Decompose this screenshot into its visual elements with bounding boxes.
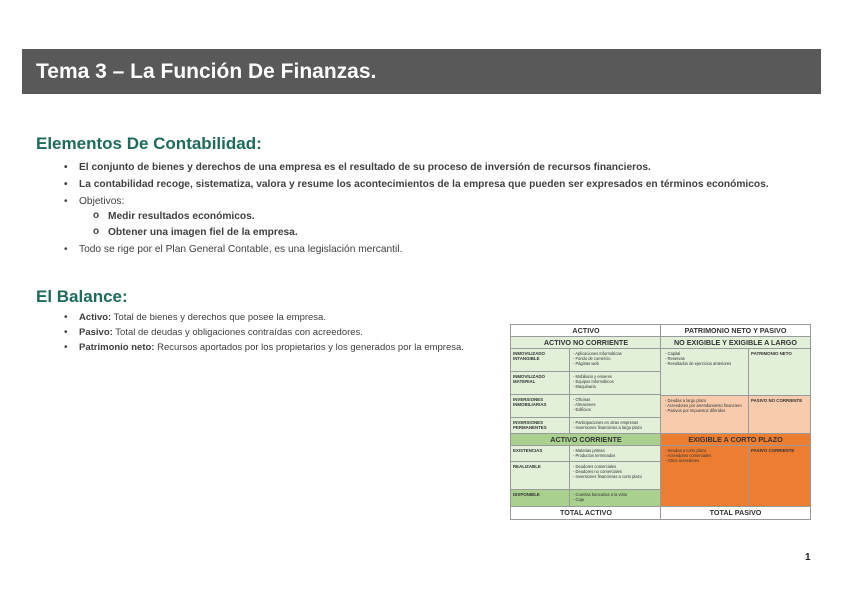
table-row — [511, 395, 661, 418]
row-divider — [511, 461, 661, 462]
row-divider — [511, 394, 661, 395]
row-items: - Deudores comerciales - Deudores no comerciales - Inversiones financieras a corto plazo — [573, 464, 642, 479]
bullet-dot-icon: • — [64, 244, 68, 255]
term: Patrimonio neto: — [79, 342, 155, 353]
bullet-item — [64, 196, 125, 207]
total-pasivo: TOTAL PASIVO — [709, 508, 762, 517]
pnc-items: - Deudas a largo plazo - Acreedores por arrendamiento financiero - Pasivos por impuestos diferidos — [665, 398, 742, 413]
patrimonio-neto-block — [661, 349, 810, 396]
bullet-item — [64, 312, 326, 323]
definition: Total de bienes y derechos que posee la empresa. — [111, 312, 326, 323]
definition: Total de deudas y obligaciones contraídas con acreedores. — [112, 327, 363, 338]
pn-label: PATRIMONIO NETO — [751, 351, 792, 356]
sub-bullet-item — [93, 210, 255, 222]
bullet-dot-icon: • — [64, 327, 68, 338]
sub-bullet-item — [93, 226, 298, 238]
bullet-dot-icon: • — [64, 342, 68, 353]
row-divider — [511, 489, 661, 490]
header-activo-corriente: ACTIVO CORRIENTE — [511, 434, 661, 446]
row-divider — [511, 348, 810, 349]
bullet-item — [64, 179, 769, 190]
pasivo-corriente-block — [661, 446, 810, 507]
row-label: INMOVILIZADO MATERIAL — [513, 374, 545, 384]
bullet-dot-icon: • — [64, 179, 68, 190]
row-divider — [511, 445, 810, 446]
column-divider — [748, 446, 749, 507]
header-activo-no-corriente: ACTIVO NO CORRIENTE — [511, 337, 661, 349]
pasivo-no-corriente-block — [661, 396, 810, 434]
bullet-text: Objetivos: — [79, 196, 125, 207]
column-divider — [569, 349, 570, 434]
section-heading-contabilidad: Elementos De Contabilidad: — [36, 134, 262, 153]
row-divider — [511, 417, 661, 418]
term: Activo: — [79, 312, 112, 323]
row-label: INVERSIONES PERMANENTES — [513, 420, 547, 430]
pc-items: - Deudas a corto plazo - Acreedores comerciales - Otros acreedores — [665, 448, 712, 463]
row-divider — [511, 336, 810, 337]
row-divider — [511, 371, 661, 372]
row-label: DISPONIBLE — [513, 492, 540, 497]
term: Pasivo: — [79, 327, 113, 338]
row-items: - Cuentas bancarias a la vista - Caja — [573, 492, 627, 502]
definition: Recursos aportados por los propietarios y los generados por la empresa. — [154, 342, 464, 353]
row-divider — [511, 433, 810, 434]
bullet-text: La contabilidad recoge, sistematiza, valora y resume los acontecimientos de la empresa que pueden ser expresados en términos económicos. — [79, 179, 769, 190]
row-label: INMOVILIZADO INTANGIBLE — [513, 351, 545, 361]
section-heading-balance: El Balance: — [36, 287, 128, 306]
circle-bullet-icon: o — [93, 226, 100, 237]
header-exigible-corto: EXIGIBLE A CORTO PLAZO — [661, 434, 810, 446]
row-items: - Participaciones en otras empresas - Inversiones financieras a largo plazo — [573, 420, 642, 430]
bullet-item — [64, 342, 464, 353]
circle-bullet-icon: o — [93, 210, 100, 221]
table-row — [511, 372, 661, 395]
bullet-dot-icon: • — [64, 162, 68, 173]
table-row — [511, 446, 661, 462]
sub-bullet-text: Obtener una imagen fiel de la empresa. — [108, 227, 298, 238]
row-divider — [511, 506, 810, 507]
row-label: REALIZABLE — [513, 464, 541, 469]
balance-sheet-table — [510, 324, 811, 520]
row-items: - Materias primas - Productos terminados — [573, 448, 616, 458]
column-divider — [569, 446, 570, 507]
header-activo: ACTIVO — [572, 326, 600, 335]
page-number: 1 — [805, 552, 811, 563]
column-divider — [748, 349, 749, 434]
total-activo: TOTAL ACTIVO — [559, 508, 613, 517]
row-items: - Aplicaciones Informáticas - Fondo de comercio - Páginas web — [573, 351, 622, 366]
row-divider — [661, 395, 810, 396]
title-bar — [22, 49, 821, 94]
pn-items: - Capital - Reservas - Resultados de ejercicios anteriores — [665, 351, 732, 366]
table-row — [511, 349, 661, 372]
sub-bullet-text: Medir resultados económicos. — [108, 211, 255, 222]
table-row — [511, 462, 661, 490]
row-items: - Oficinas - Almacenes - Edificios — [573, 397, 596, 412]
bullet-text: El conjunto de bienes y derechos de una empresa es el resultado de su proceso de inversión de recursos financieros. — [79, 162, 651, 173]
row-label: EXISTENCIAS — [513, 448, 543, 453]
bullet-text: Todo se rige por el Plan General Contable, es una legislación mercantil. — [79, 244, 403, 255]
bullet-item — [64, 244, 403, 255]
row-items: - Mobiliario y enseres - Equipos Informáticos - Maquinaria — [573, 374, 614, 389]
bullet-item — [64, 162, 651, 173]
table-row — [511, 490, 661, 507]
bullet-item — [64, 327, 363, 338]
row-label: INVERSIONES INMOBILIARIAS — [513, 397, 547, 407]
header-patrimonio: PATRIMONIO NETO Y PASIVO — [684, 326, 787, 335]
header-no-exigible: NO EXIGIBLE Y EXIGIBLE A LARGO — [661, 337, 810, 349]
table-row — [511, 418, 661, 434]
bullet-dot-icon: • — [64, 196, 68, 207]
pc-label: PASIVO CORRIENTE — [751, 448, 795, 453]
page-title: Tema 3 – La Función De Finanzas. — [36, 60, 377, 83]
pnc-label: PASIVO NO CORRIENTE — [751, 398, 803, 403]
bullet-dot-icon: • — [64, 312, 68, 323]
